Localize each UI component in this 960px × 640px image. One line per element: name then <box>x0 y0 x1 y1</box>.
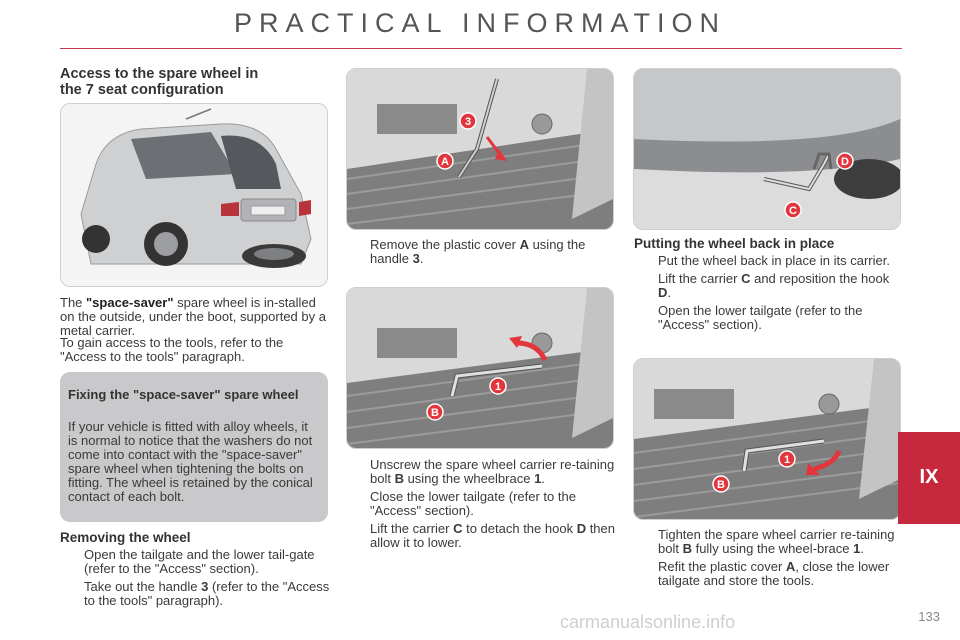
chapter-tab <box>898 432 960 524</box>
callout-a-label: A <box>441 156 449 168</box>
list-item <box>346 490 616 518</box>
unscrew-bold-1: 1 <box>534 471 542 486</box>
lift-carrier-back-bold-c: C <box>741 271 751 286</box>
para1-bold: "space-saver" <box>86 295 174 310</box>
refit-text-post: , close the lower tailgate and store the tools. <box>658 559 890 588</box>
refit-bold-a: A <box>785 559 796 574</box>
section-title-line2: the 7 seat configuration <box>60 82 224 98</box>
boot-floor-drawing-3 <box>634 359 900 519</box>
removing-step2-post: (refer to the "Access to the tools" paragraph). <box>84 579 330 608</box>
lift-carrier-back-bold-d: D <box>658 285 668 300</box>
tighten-text-pre: Tighten the spare wheel carrier re-taining bolt <box>658 527 895 556</box>
tighten-bolt-illustration <box>633 358 901 520</box>
title-divider <box>60 48 902 49</box>
boot-floor-drawing-2 <box>347 288 613 448</box>
list-item <box>634 560 902 588</box>
para1-suffix: spare wheel is in-stalled on the outside, under the boot, supported by a metal carrier. <box>60 295 326 338</box>
removing-step2-pre: Take out the handle <box>84 579 202 594</box>
tighten-text-mid: fully using the wheel-brace <box>691 541 854 556</box>
tighten-list <box>634 528 902 592</box>
putting-back-title: Putting the wheel back in place <box>634 236 835 251</box>
callout-3-label: 3 <box>464 116 472 128</box>
putting-back-list <box>634 254 902 336</box>
underbody-drawing <box>634 69 900 229</box>
unscrew-text-post: . <box>541 471 545 486</box>
refit-text-pre: Refit the plastic cover <box>658 559 786 574</box>
list-item <box>634 528 902 556</box>
removing-list <box>60 548 330 612</box>
remove-cover-list <box>346 238 614 270</box>
remove-cover-text-post: . <box>419 251 424 266</box>
callout-1-label: 1 <box>783 454 791 466</box>
list-item <box>60 548 330 576</box>
removing-title: Removing the wheel <box>60 530 191 545</box>
chapter-label: IX <box>919 466 939 488</box>
lift-carrier-bold-c: C <box>453 521 463 536</box>
info-box-text: If your vehicle is fitted with alloy wheels, it is normal to notice that the washers do not come into contact with the "space-saver" spare wheel when tightening the bolts on fitting. The wheel is retained by the conical contact of each bolt. <box>68 419 313 504</box>
info-box-title: Fixing the "space-saver" spare wheel <box>68 387 299 402</box>
car-rear-illustration <box>60 103 328 287</box>
callout-b-label: B <box>431 407 439 419</box>
open-tailgate-text: Open the lower tailgate (refer to the "Access" section). <box>658 303 863 332</box>
lift-carrier-back-mid: and reposition the hook <box>750 271 890 286</box>
unscrew-bolt-illustration <box>346 287 614 449</box>
remove-cover-bold-3: 3 <box>412 251 420 266</box>
callout-c-label: C <box>789 205 797 217</box>
list-item <box>634 304 902 332</box>
section-title-line1: Access to the spare wheel in <box>60 66 259 82</box>
page-title: PRACTICAL INFORMATION <box>233 8 726 38</box>
watermark: carmanualsonline.info <box>560 612 736 632</box>
list-item <box>346 238 614 266</box>
list-item <box>634 254 902 268</box>
list-item <box>346 458 616 486</box>
lift-carrier-text-mid: to detach the hook <box>462 521 577 536</box>
lift-carrier-text-post: then allow it to lower. <box>370 521 615 550</box>
list-item <box>346 522 616 550</box>
list-item <box>60 580 330 608</box>
unscrew-list <box>346 458 616 554</box>
boot-floor-drawing-1 <box>347 69 613 229</box>
intro-paragraph <box>60 296 328 338</box>
callout-d-label: D <box>841 156 849 168</box>
tighten-text-post: . <box>860 541 864 556</box>
remove-cover-text-mid: using the handle <box>370 237 586 266</box>
lift-carrier-back-post: . <box>667 285 672 300</box>
tighten-bold-b: B <box>682 541 692 556</box>
remove-cover-bold-a: A <box>519 237 529 252</box>
removing-step2-bold: 3 <box>201 579 209 594</box>
unscrew-bold-b: B <box>394 471 404 486</box>
unscrew-text-mid: using the wheelbrace <box>403 471 535 486</box>
info-box <box>60 372 328 522</box>
tighten-bold-1: 1 <box>853 541 861 556</box>
page-number: 133 <box>918 609 940 624</box>
lift-carrier-bold-d: D <box>576 521 587 536</box>
section-title <box>60 66 330 98</box>
list-item <box>634 272 902 300</box>
lift-carrier-back-pre: Lift the carrier <box>658 271 742 286</box>
lift-carrier-text-pre: Lift the carrier <box>370 521 454 536</box>
close-tailgate-text: Close the lower tailgate (refer to the "Access" section). <box>370 489 576 518</box>
plastic-cover-illustration <box>346 68 614 230</box>
removing-step1: Open the tailgate and the lower tail-gate (refer to the "Access" section). <box>84 547 315 576</box>
unscrew-text-pre: Unscrew the spare wheel carrier re-taining bolt <box>370 457 615 486</box>
car-rear-drawing <box>61 104 327 286</box>
remove-cover-text-pre: Remove the plastic cover <box>370 237 520 252</box>
callout-1-label: 1 <box>494 381 502 393</box>
put-wheel-text: Put the wheel back in place in its carrier. <box>658 253 890 268</box>
tools-paragraph: To gain access to the tools, refer to the "Access to the tools" paragraph. <box>60 335 284 364</box>
para1-prefix: The <box>60 295 87 310</box>
callout-b-label: B <box>717 479 725 491</box>
carrier-hook-illustration <box>633 68 901 230</box>
